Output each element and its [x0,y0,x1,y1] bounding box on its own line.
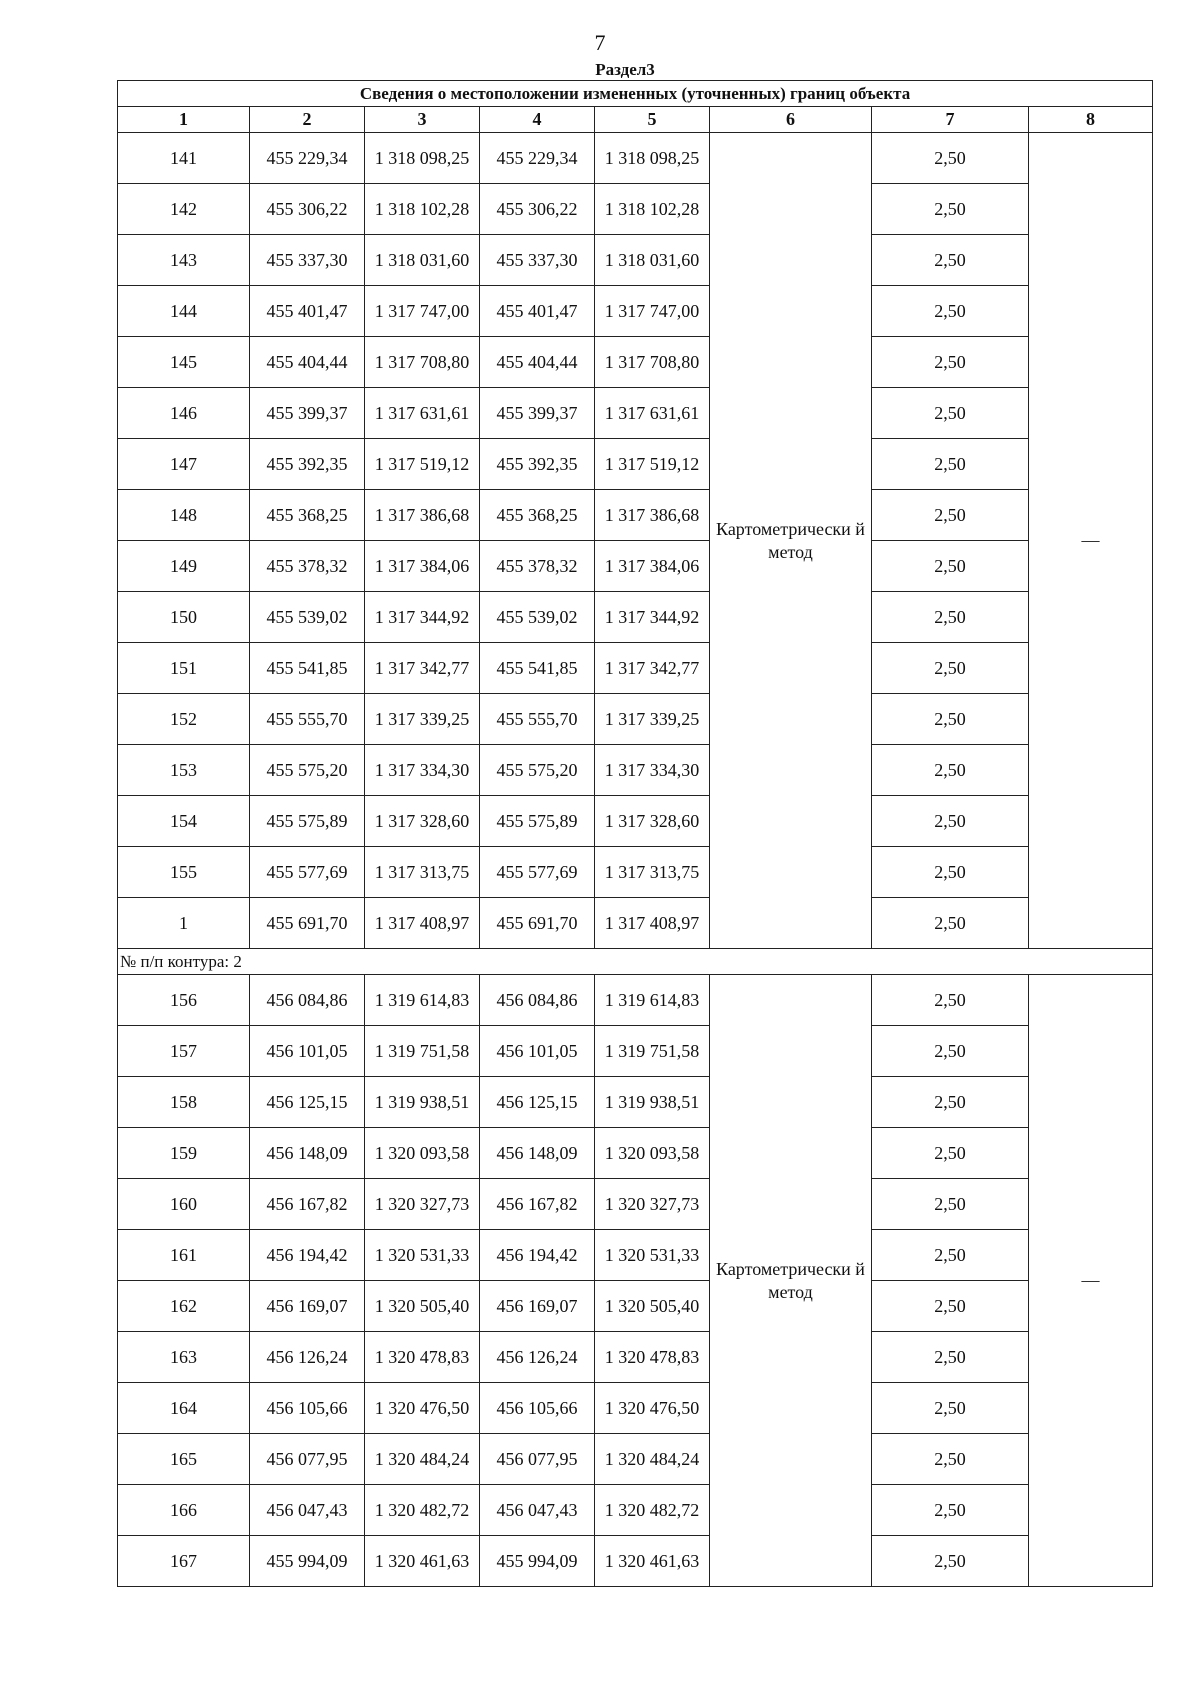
table-row [118,184,1153,235]
accuracy-cell: 2,50 [872,1128,1029,1179]
y-coordinate-cell: 1 317 328,60 [365,796,480,847]
table-row [118,1026,1153,1077]
x-coordinate-cell: 455 392,35 [480,439,595,490]
point-number-cell: 154 [118,796,250,847]
x-coordinate-cell: 456 169,07 [480,1281,595,1332]
x-coordinate-cell: 456 148,09 [250,1128,365,1179]
table-row [118,847,1153,898]
point-number-cell: 158 [118,1077,250,1128]
y-coordinate-cell: 1 317 339,25 [595,694,710,745]
y-coordinate-cell: 1 320 093,58 [365,1128,480,1179]
column-number: 3 [365,107,480,133]
y-coordinate-cell: 1 320 482,72 [365,1485,480,1536]
y-coordinate-cell: 1 320 531,33 [365,1230,480,1281]
y-coordinate-cell: 1 319 938,51 [365,1077,480,1128]
x-coordinate-cell: 456 167,82 [250,1179,365,1230]
y-coordinate-cell: 1 319 614,83 [595,975,710,1026]
y-coordinate-cell: 1 317 747,00 [595,286,710,337]
table-row [118,1434,1153,1485]
accuracy-cell: 2,50 [872,337,1029,388]
x-coordinate-cell: 456 077,95 [480,1434,595,1485]
x-coordinate-cell: 455 229,34 [250,133,365,184]
point-number-cell: 151 [118,643,250,694]
table-caption: Сведения о местоположении измененных (уточненных) границ объекта [118,81,1153,107]
y-coordinate-cell: 1 320 505,40 [595,1281,710,1332]
x-coordinate-cell: 455 575,20 [250,745,365,796]
y-coordinate-cell: 1 318 031,60 [595,235,710,286]
table-row [118,1128,1153,1179]
point-number-cell: 143 [118,235,250,286]
y-coordinate-cell: 1 317 334,30 [595,745,710,796]
table-row [118,388,1153,439]
accuracy-cell: 2,50 [872,235,1029,286]
y-coordinate-cell: 1 317 339,25 [365,694,480,745]
accuracy-cell: 2,50 [872,541,1029,592]
x-coordinate-cell: 456 105,66 [250,1383,365,1434]
x-coordinate-cell: 455 337,30 [480,235,595,286]
table-row [118,1077,1153,1128]
table-row [118,1179,1153,1230]
point-number-cell: 155 [118,847,250,898]
point-number-cell: 144 [118,286,250,337]
table-row [118,541,1153,592]
method-cell: Картометрически й метод [710,133,872,949]
x-coordinate-cell: 455 306,22 [250,184,365,235]
table-row [118,1383,1153,1434]
x-coordinate-cell: 455 399,37 [480,388,595,439]
accuracy-cell: 2,50 [872,643,1029,694]
y-coordinate-cell: 1 317 408,97 [595,898,710,949]
table-caption-row [118,81,1153,107]
x-coordinate-cell: 455 368,25 [250,490,365,541]
y-coordinate-cell: 1 317 313,75 [365,847,480,898]
y-coordinate-cell: 1 317 344,92 [595,592,710,643]
y-coordinate-cell: 1 317 408,97 [365,898,480,949]
x-coordinate-cell: 455 378,32 [250,541,365,592]
y-coordinate-cell: 1 320 476,50 [595,1383,710,1434]
x-coordinate-cell: 456 084,86 [480,975,595,1026]
y-coordinate-cell: 1 317 384,06 [365,541,480,592]
accuracy-cell: 2,50 [872,847,1029,898]
column-8-cell: — [1029,975,1153,1587]
x-coordinate-cell: 456 126,24 [250,1332,365,1383]
accuracy-cell: 2,50 [872,975,1029,1026]
x-coordinate-cell: 456 084,86 [250,975,365,1026]
x-coordinate-cell: 455 368,25 [480,490,595,541]
point-number-cell: 146 [118,388,250,439]
x-coordinate-cell: 455 306,22 [480,184,595,235]
y-coordinate-cell: 1 320 327,73 [595,1179,710,1230]
y-coordinate-cell: 1 317 344,92 [365,592,480,643]
column-number: 8 [1029,107,1153,133]
x-coordinate-cell: 456 125,15 [480,1077,595,1128]
accuracy-cell: 2,50 [872,1179,1029,1230]
y-coordinate-cell: 1 317 386,68 [595,490,710,541]
x-coordinate-cell: 455 539,02 [250,592,365,643]
point-number-cell: 167 [118,1536,250,1587]
point-number-cell: 153 [118,745,250,796]
point-number-cell: 150 [118,592,250,643]
x-coordinate-cell: 456 167,82 [480,1179,595,1230]
x-coordinate-cell: 456 169,07 [250,1281,365,1332]
accuracy-cell: 2,50 [872,1332,1029,1383]
point-number-cell: 161 [118,1230,250,1281]
x-coordinate-cell: 455 401,47 [480,286,595,337]
y-coordinate-cell: 1 319 751,58 [365,1026,480,1077]
x-coordinate-cell: 455 392,35 [250,439,365,490]
y-coordinate-cell: 1 320 482,72 [595,1485,710,1536]
accuracy-cell: 2,50 [872,1536,1029,1587]
point-number-cell: 141 [118,133,250,184]
y-coordinate-cell: 1 320 461,63 [595,1536,710,1587]
method-cell: Картометрически й метод [710,975,872,1587]
accuracy-cell: 2,50 [872,592,1029,643]
y-coordinate-cell: 1 320 327,73 [365,1179,480,1230]
y-coordinate-cell: 1 318 102,28 [595,184,710,235]
column-number: 7 [872,107,1029,133]
x-coordinate-cell: 455 404,44 [250,337,365,388]
accuracy-cell: 2,50 [872,286,1029,337]
y-coordinate-cell: 1 318 098,25 [365,133,480,184]
table-row [118,439,1153,490]
accuracy-cell: 2,50 [872,694,1029,745]
x-coordinate-cell: 455 691,70 [250,898,365,949]
section-title: Раздел3 [595,60,655,79]
x-coordinate-cell: 456 101,05 [250,1026,365,1077]
table-row [118,1230,1153,1281]
x-coordinate-cell: 456 047,43 [480,1485,595,1536]
y-coordinate-cell: 1 318 102,28 [365,184,480,235]
boundary-coordinates-table [117,80,1153,1587]
table-row [118,133,1153,184]
accuracy-cell: 2,50 [872,388,1029,439]
column-number: 6 [710,107,872,133]
table-row [118,643,1153,694]
y-coordinate-cell: 1 317 708,80 [595,337,710,388]
y-coordinate-cell: 1 317 384,06 [595,541,710,592]
y-coordinate-cell: 1 320 531,33 [595,1230,710,1281]
point-number-cell: 157 [118,1026,250,1077]
y-coordinate-cell: 1 317 519,12 [365,439,480,490]
accuracy-cell: 2,50 [872,439,1029,490]
x-coordinate-cell: 456 105,66 [480,1383,595,1434]
y-coordinate-cell: 1 317 747,00 [365,286,480,337]
accuracy-cell: 2,50 [872,1026,1029,1077]
column-8-cell: — [1029,133,1153,949]
y-coordinate-cell: 1 318 098,25 [595,133,710,184]
x-coordinate-cell: 455 575,89 [480,796,595,847]
y-coordinate-cell: 1 317 631,61 [595,388,710,439]
contour-label-row [118,949,1153,975]
accuracy-cell: 2,50 [872,1383,1029,1434]
table-row [118,1536,1153,1587]
accuracy-cell: 2,50 [872,1485,1029,1536]
table-row [118,1281,1153,1332]
point-number-cell: 145 [118,337,250,388]
x-coordinate-cell: 455 555,70 [250,694,365,745]
column-number: 1 [118,107,250,133]
y-coordinate-cell: 1 317 328,60 [595,796,710,847]
table-row [118,235,1153,286]
y-coordinate-cell: 1 317 519,12 [595,439,710,490]
y-coordinate-cell: 1 319 614,83 [365,975,480,1026]
column-number: 4 [480,107,595,133]
y-coordinate-cell: 1 317 342,77 [365,643,480,694]
x-coordinate-cell: 455 575,89 [250,796,365,847]
x-coordinate-cell: 455 555,70 [480,694,595,745]
accuracy-cell: 2,50 [872,1434,1029,1485]
accuracy-cell: 2,50 [872,796,1029,847]
table-row [118,745,1153,796]
column-numbers-row [118,107,1153,133]
table-row [118,1332,1153,1383]
x-coordinate-cell: 455 337,30 [250,235,365,286]
contour-label: № п/п контура: 2 [118,949,1153,975]
column-number: 5 [595,107,710,133]
table-row [118,286,1153,337]
x-coordinate-cell: 455 575,20 [480,745,595,796]
x-coordinate-cell: 455 399,37 [250,388,365,439]
y-coordinate-cell: 1 320 478,83 [365,1332,480,1383]
y-coordinate-cell: 1 318 031,60 [365,235,480,286]
point-number-cell: 147 [118,439,250,490]
x-coordinate-cell: 455 539,02 [480,592,595,643]
accuracy-cell: 2,50 [872,184,1029,235]
x-coordinate-cell: 455 577,69 [250,847,365,898]
x-coordinate-cell: 456 126,24 [480,1332,595,1383]
point-number-cell: 142 [118,184,250,235]
y-coordinate-cell: 1 320 505,40 [365,1281,480,1332]
table-row [118,1485,1153,1536]
x-coordinate-cell: 456 101,05 [480,1026,595,1077]
point-number-cell: 148 [118,490,250,541]
x-coordinate-cell: 456 194,42 [480,1230,595,1281]
accuracy-cell: 2,50 [872,1281,1029,1332]
y-coordinate-cell: 1 320 476,50 [365,1383,480,1434]
column-number: 2 [250,107,365,133]
accuracy-cell: 2,50 [872,1077,1029,1128]
table-row [118,337,1153,388]
y-coordinate-cell: 1 320 461,63 [365,1536,480,1587]
table-row [118,592,1153,643]
y-coordinate-cell: 1 320 093,58 [595,1128,710,1179]
point-number-cell: 159 [118,1128,250,1179]
x-coordinate-cell: 456 125,15 [250,1077,365,1128]
x-coordinate-cell: 455 541,85 [250,643,365,694]
y-coordinate-cell: 1 317 631,61 [365,388,480,439]
x-coordinate-cell: 455 229,34 [480,133,595,184]
y-coordinate-cell: 1 317 342,77 [595,643,710,694]
y-coordinate-cell: 1 319 938,51 [595,1077,710,1128]
x-coordinate-cell: 455 378,32 [480,541,595,592]
x-coordinate-cell: 455 404,44 [480,337,595,388]
table-row [118,975,1153,1026]
x-coordinate-cell: 455 577,69 [480,847,595,898]
y-coordinate-cell: 1 317 313,75 [595,847,710,898]
x-coordinate-cell: 455 994,09 [480,1536,595,1587]
x-coordinate-cell: 456 194,42 [250,1230,365,1281]
accuracy-cell: 2,50 [872,745,1029,796]
y-coordinate-cell: 1 320 484,24 [365,1434,480,1485]
table-row [118,898,1153,949]
accuracy-cell: 2,50 [872,133,1029,184]
x-coordinate-cell: 455 691,70 [480,898,595,949]
point-number-cell: 162 [118,1281,250,1332]
point-number-cell: 149 [118,541,250,592]
x-coordinate-cell: 456 077,95 [250,1434,365,1485]
accuracy-cell: 2,50 [872,490,1029,541]
x-coordinate-cell: 455 994,09 [250,1536,365,1587]
x-coordinate-cell: 455 401,47 [250,286,365,337]
point-number-cell: 152 [118,694,250,745]
y-coordinate-cell: 1 317 386,68 [365,490,480,541]
point-number-cell: 163 [118,1332,250,1383]
y-coordinate-cell: 1 319 751,58 [595,1026,710,1077]
table-row [118,796,1153,847]
table-row [118,490,1153,541]
point-number-cell: 164 [118,1383,250,1434]
point-number-cell: 166 [118,1485,250,1536]
y-coordinate-cell: 1 320 484,24 [595,1434,710,1485]
x-coordinate-cell: 456 047,43 [250,1485,365,1536]
y-coordinate-cell: 1 320 478,83 [595,1332,710,1383]
y-coordinate-cell: 1 317 708,80 [365,337,480,388]
point-number-cell: 156 [118,975,250,1026]
point-number-cell: 1 [118,898,250,949]
table-row [118,694,1153,745]
y-coordinate-cell: 1 317 334,30 [365,745,480,796]
point-number-cell: 165 [118,1434,250,1485]
point-number-cell: 160 [118,1179,250,1230]
accuracy-cell: 2,50 [872,898,1029,949]
accuracy-cell: 2,50 [872,1230,1029,1281]
x-coordinate-cell: 456 148,09 [480,1128,595,1179]
page-number: 7 [594,30,606,55]
x-coordinate-cell: 455 541,85 [480,643,595,694]
